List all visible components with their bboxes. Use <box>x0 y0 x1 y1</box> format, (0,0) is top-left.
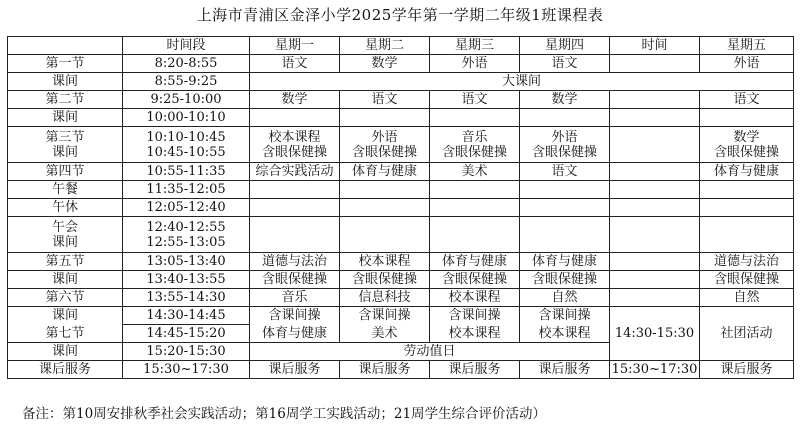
period-label <box>8 127 123 163</box>
empty-cell <box>430 199 520 217</box>
empty-cell <box>250 199 340 217</box>
time-cell: 13:40-13:55 <box>123 271 250 289</box>
time-cell <box>123 127 250 163</box>
time-cell: 8:20-8:55 <box>123 55 250 73</box>
empty-cell <box>340 199 430 217</box>
period-label: 第一节 <box>8 55 123 73</box>
subject: 数学 <box>733 129 760 145</box>
break-name: 课间 <box>51 144 78 160</box>
class-cell: 语文 <box>250 55 340 73</box>
empty-cell <box>610 253 700 271</box>
time-cell <box>123 217 250 253</box>
period-label: 课间 <box>8 271 123 289</box>
class-cell: 自然 <box>520 289 610 307</box>
class-cell: 信息科技 <box>340 289 430 307</box>
class-cell: 课后服务 <box>250 361 340 379</box>
class-cell: 自然 <box>700 289 794 307</box>
time-text: 12:40-12:55 <box>146 219 226 235</box>
class-cell: 含眼保健操 <box>340 271 430 289</box>
empty-cell <box>610 55 700 73</box>
class-cell <box>520 127 610 163</box>
empty-cell <box>520 109 610 127</box>
empty-cell <box>700 199 794 217</box>
empty-cell <box>250 109 340 127</box>
time-cell: 15:30~17:30 <box>123 361 250 379</box>
subject-note: 含眼保健操 <box>441 144 507 160</box>
period-label: 午餐 <box>8 181 123 199</box>
period-label: 课后服务 <box>8 361 123 379</box>
class-cell: 数学 <box>520 91 610 109</box>
friday-time-cell: 14:30-15:30 <box>610 307 700 361</box>
empty-cell <box>610 271 700 289</box>
class-cell: 语文 <box>340 91 430 109</box>
time-text: 10:10-10:45 <box>146 129 226 145</box>
class-cell: 含课间操 <box>340 307 430 325</box>
class-cell: 体育与健康 <box>700 163 794 181</box>
header-cell: 星期二 <box>340 37 430 55</box>
empty-cell <box>520 181 610 199</box>
table-row <box>8 181 794 199</box>
empty-cell <box>250 217 340 253</box>
table-row <box>8 55 794 73</box>
empty-cell <box>610 163 700 181</box>
period-name: 第三节 <box>45 129 85 145</box>
class-cell: 体育与健康 <box>430 253 520 271</box>
class-cell: 体育与健康 <box>250 325 340 343</box>
class-cell: 体育与健康 <box>340 163 430 181</box>
class-cell: 校本课程 <box>430 289 520 307</box>
subject-note: 含眼保健操 <box>261 144 327 160</box>
empty-cell <box>700 181 794 199</box>
class-cell: 课后服务 <box>340 361 430 379</box>
subject: 外语 <box>371 129 398 145</box>
period-label: 课间 <box>8 343 123 361</box>
empty-cell <box>610 127 700 163</box>
class-cell <box>250 127 340 163</box>
header-cell: 星期四 <box>520 37 610 55</box>
period-label: 课间 <box>8 109 123 127</box>
class-cell: 语文 <box>430 91 520 109</box>
empty-cell <box>520 217 610 253</box>
class-cell: 道德与法治 <box>700 253 794 271</box>
span-cell: 大课间 <box>250 73 794 91</box>
header-cell: 星期五 <box>700 37 794 55</box>
class-cell: 外语 <box>430 55 520 73</box>
table-row <box>8 271 794 289</box>
class-cell: 综合实践活动 <box>250 163 340 181</box>
empty-cell <box>700 109 794 127</box>
period-label: 午休 <box>8 199 123 217</box>
empty-cell <box>340 109 430 127</box>
class-cell: 含课间操 <box>250 307 340 325</box>
period-label <box>8 217 123 253</box>
empty-cell <box>610 109 700 127</box>
class-cell: 体育与健康 <box>520 253 610 271</box>
subject-note: 含眼保健操 <box>713 144 779 160</box>
class-cell: 课后服务 <box>700 361 794 379</box>
empty-cell <box>610 289 700 307</box>
class-cell: 美术 <box>430 163 520 181</box>
period-label: 课间 <box>8 73 123 91</box>
table-row <box>8 307 794 325</box>
class-cell: 音乐 <box>250 289 340 307</box>
class-cell <box>700 127 794 163</box>
table-row <box>8 361 794 379</box>
class-cell: 校本课程 <box>430 325 520 343</box>
class-cell <box>430 127 520 163</box>
time-cell: 14:45-15:20 <box>123 325 250 343</box>
table-row <box>8 91 794 109</box>
header-cell <box>8 37 123 55</box>
class-cell: 含眼保健操 <box>520 271 610 289</box>
period-label: 第五节 <box>8 253 123 271</box>
subject: 音乐 <box>461 129 488 145</box>
table-row <box>8 253 794 271</box>
class-cell: 外语 <box>700 55 794 73</box>
time-text: 10:45-10:55 <box>146 144 226 160</box>
class-cell: 校本课程 <box>520 325 610 343</box>
subject: 外语 <box>551 129 578 145</box>
time-cell: 12:05-12:40 <box>123 199 250 217</box>
time-cell: 9:25-10:00 <box>123 91 250 109</box>
table-row <box>8 73 794 91</box>
time-cell: 10:00-10:10 <box>123 109 250 127</box>
table-row <box>8 199 794 217</box>
time-cell: 15:20-15:30 <box>123 343 250 361</box>
class-cell: 含眼保健操 <box>250 271 340 289</box>
class-cell: 数学 <box>250 91 340 109</box>
header-cell: 时间段 <box>123 37 250 55</box>
club-activity-cell: 社团活动 <box>700 307 794 361</box>
period-label: 第四节 <box>8 163 123 181</box>
time-cell: 8:55-9:25 <box>123 73 250 91</box>
period-label: 第二节 <box>8 91 123 109</box>
time-cell: 13:55-14:30 <box>123 289 250 307</box>
class-cell: 数学 <box>340 55 430 73</box>
table-row <box>8 289 794 307</box>
period-name: 午会 <box>51 219 78 235</box>
class-cell: 含眼保健操 <box>430 271 520 289</box>
period-label: 课间 <box>8 307 123 325</box>
class-cell: 校本课程 <box>340 253 430 271</box>
empty-cell <box>610 91 700 109</box>
empty-cell <box>610 199 700 217</box>
class-cell: 课后服务 <box>520 361 610 379</box>
empty-cell <box>610 217 700 253</box>
class-cell: 含课间操 <box>430 307 520 325</box>
class-cell: 美术 <box>340 325 430 343</box>
class-cell: 语文 <box>700 91 794 109</box>
subject: 校本课程 <box>268 129 321 145</box>
header-row <box>8 37 794 55</box>
subject-note: 含眼保健操 <box>351 144 417 160</box>
empty-cell <box>700 217 794 253</box>
class-cell: 含眼保健操 <box>700 271 794 289</box>
empty-cell <box>610 181 700 199</box>
table-row <box>8 217 794 253</box>
header-cell: 星期一 <box>250 37 340 55</box>
schedule-table <box>7 36 794 379</box>
page-title: 上海市青浦区金泽小学2025学年第一学期二年级1班课程表 <box>196 6 604 24</box>
class-cell: 道德与法治 <box>250 253 340 271</box>
time-text: 12:55-13:05 <box>146 234 226 250</box>
table-row <box>8 127 794 163</box>
time-cell: 15:30~17:30 <box>610 361 700 379</box>
period-label: 第七节 <box>8 325 123 343</box>
time-cell: 14:30-14:45 <box>123 307 250 325</box>
break-name: 课间 <box>51 234 78 250</box>
empty-cell <box>430 181 520 199</box>
empty-cell <box>430 217 520 253</box>
empty-cell <box>430 109 520 127</box>
class-cell: 含课间操 <box>520 307 610 325</box>
class-cell <box>340 127 430 163</box>
class-cell: 语文 <box>520 163 610 181</box>
footnote: 备注：第10周安排秋季社会实践活动；第16周学工实践活动；21周学生综合评价活动） <box>22 406 547 422</box>
empty-cell <box>250 181 340 199</box>
empty-cell <box>340 181 430 199</box>
period-label: 第六节 <box>8 289 123 307</box>
header-cell: 时间 <box>610 37 700 55</box>
time-cell: 10:55-11:35 <box>123 163 250 181</box>
class-cell: 课后服务 <box>430 361 520 379</box>
subject-note: 含眼保健操 <box>531 144 597 160</box>
class-cell: 语文 <box>520 55 610 73</box>
empty-cell <box>520 199 610 217</box>
span-cell: 劳动值日 <box>250 343 610 361</box>
time-cell: 13:05-13:40 <box>123 253 250 271</box>
table-row <box>8 109 794 127</box>
empty-cell <box>340 217 430 253</box>
table-row <box>8 163 794 181</box>
time-cell: 11:35-12:05 <box>123 181 250 199</box>
header-cell: 星期三 <box>430 37 520 55</box>
